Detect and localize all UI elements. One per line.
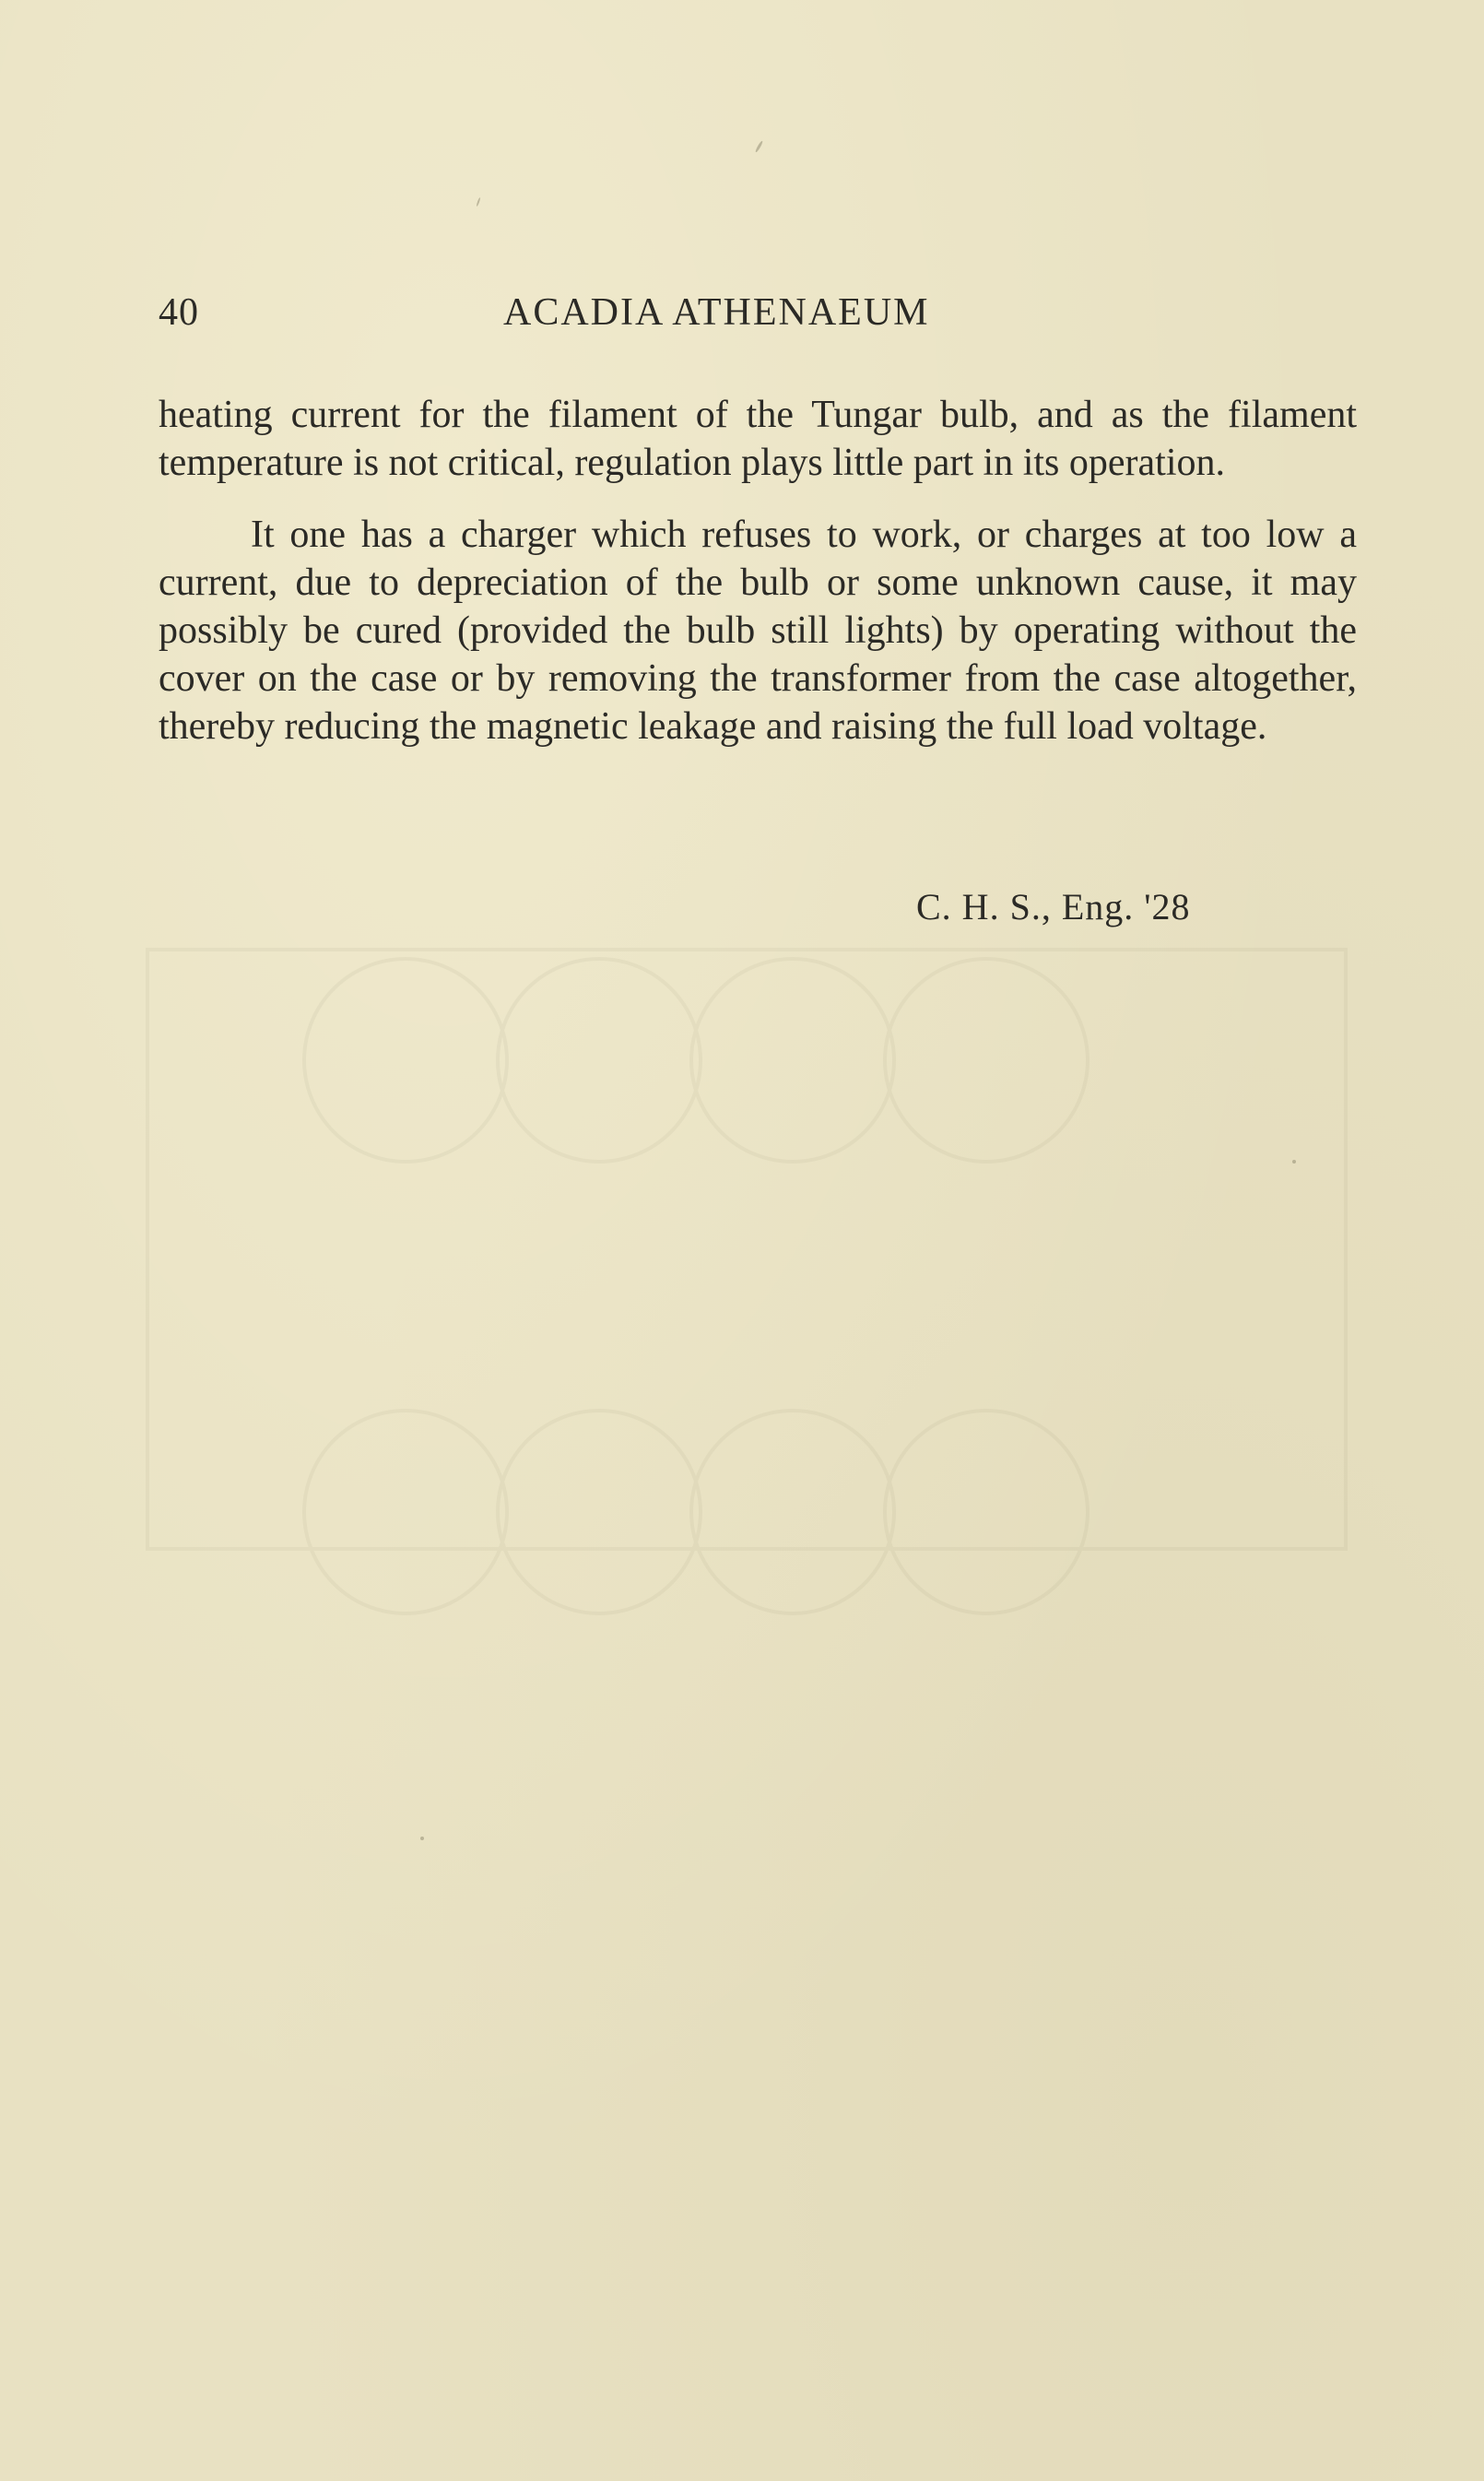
paragraph: heating current for the filament of the Tungar bulb, and as the filament temperature is not critical, regulation plays little part in its operation. — [159, 394, 1357, 484]
paper-speck — [420, 1837, 424, 1840]
paragraph: It one has a charger which refuses to work, or charges at too low a current, due to depreciation of the bulb or some unknown cause, it may possibly be cured (provided the bulb still lights) by operating without the cover on the case or by removing the transformer from the case altogether, thereby reducing the magnetic leakage and raising the full load voltage. — [159, 514, 1357, 748]
running-header — [159, 290, 1016, 346]
paper-speck — [1292, 1160, 1296, 1164]
show-through-pattern — [138, 922, 1355, 1982]
paper-speck — [755, 140, 764, 153]
author-signature: C. H. S., Eng. '28 — [916, 886, 1191, 927]
paper-speck — [476, 197, 480, 207]
page-number: 40 — [159, 291, 199, 334]
article-body — [159, 391, 1357, 750]
running-title: ACADIA ATHENAEUM — [503, 291, 930, 334]
